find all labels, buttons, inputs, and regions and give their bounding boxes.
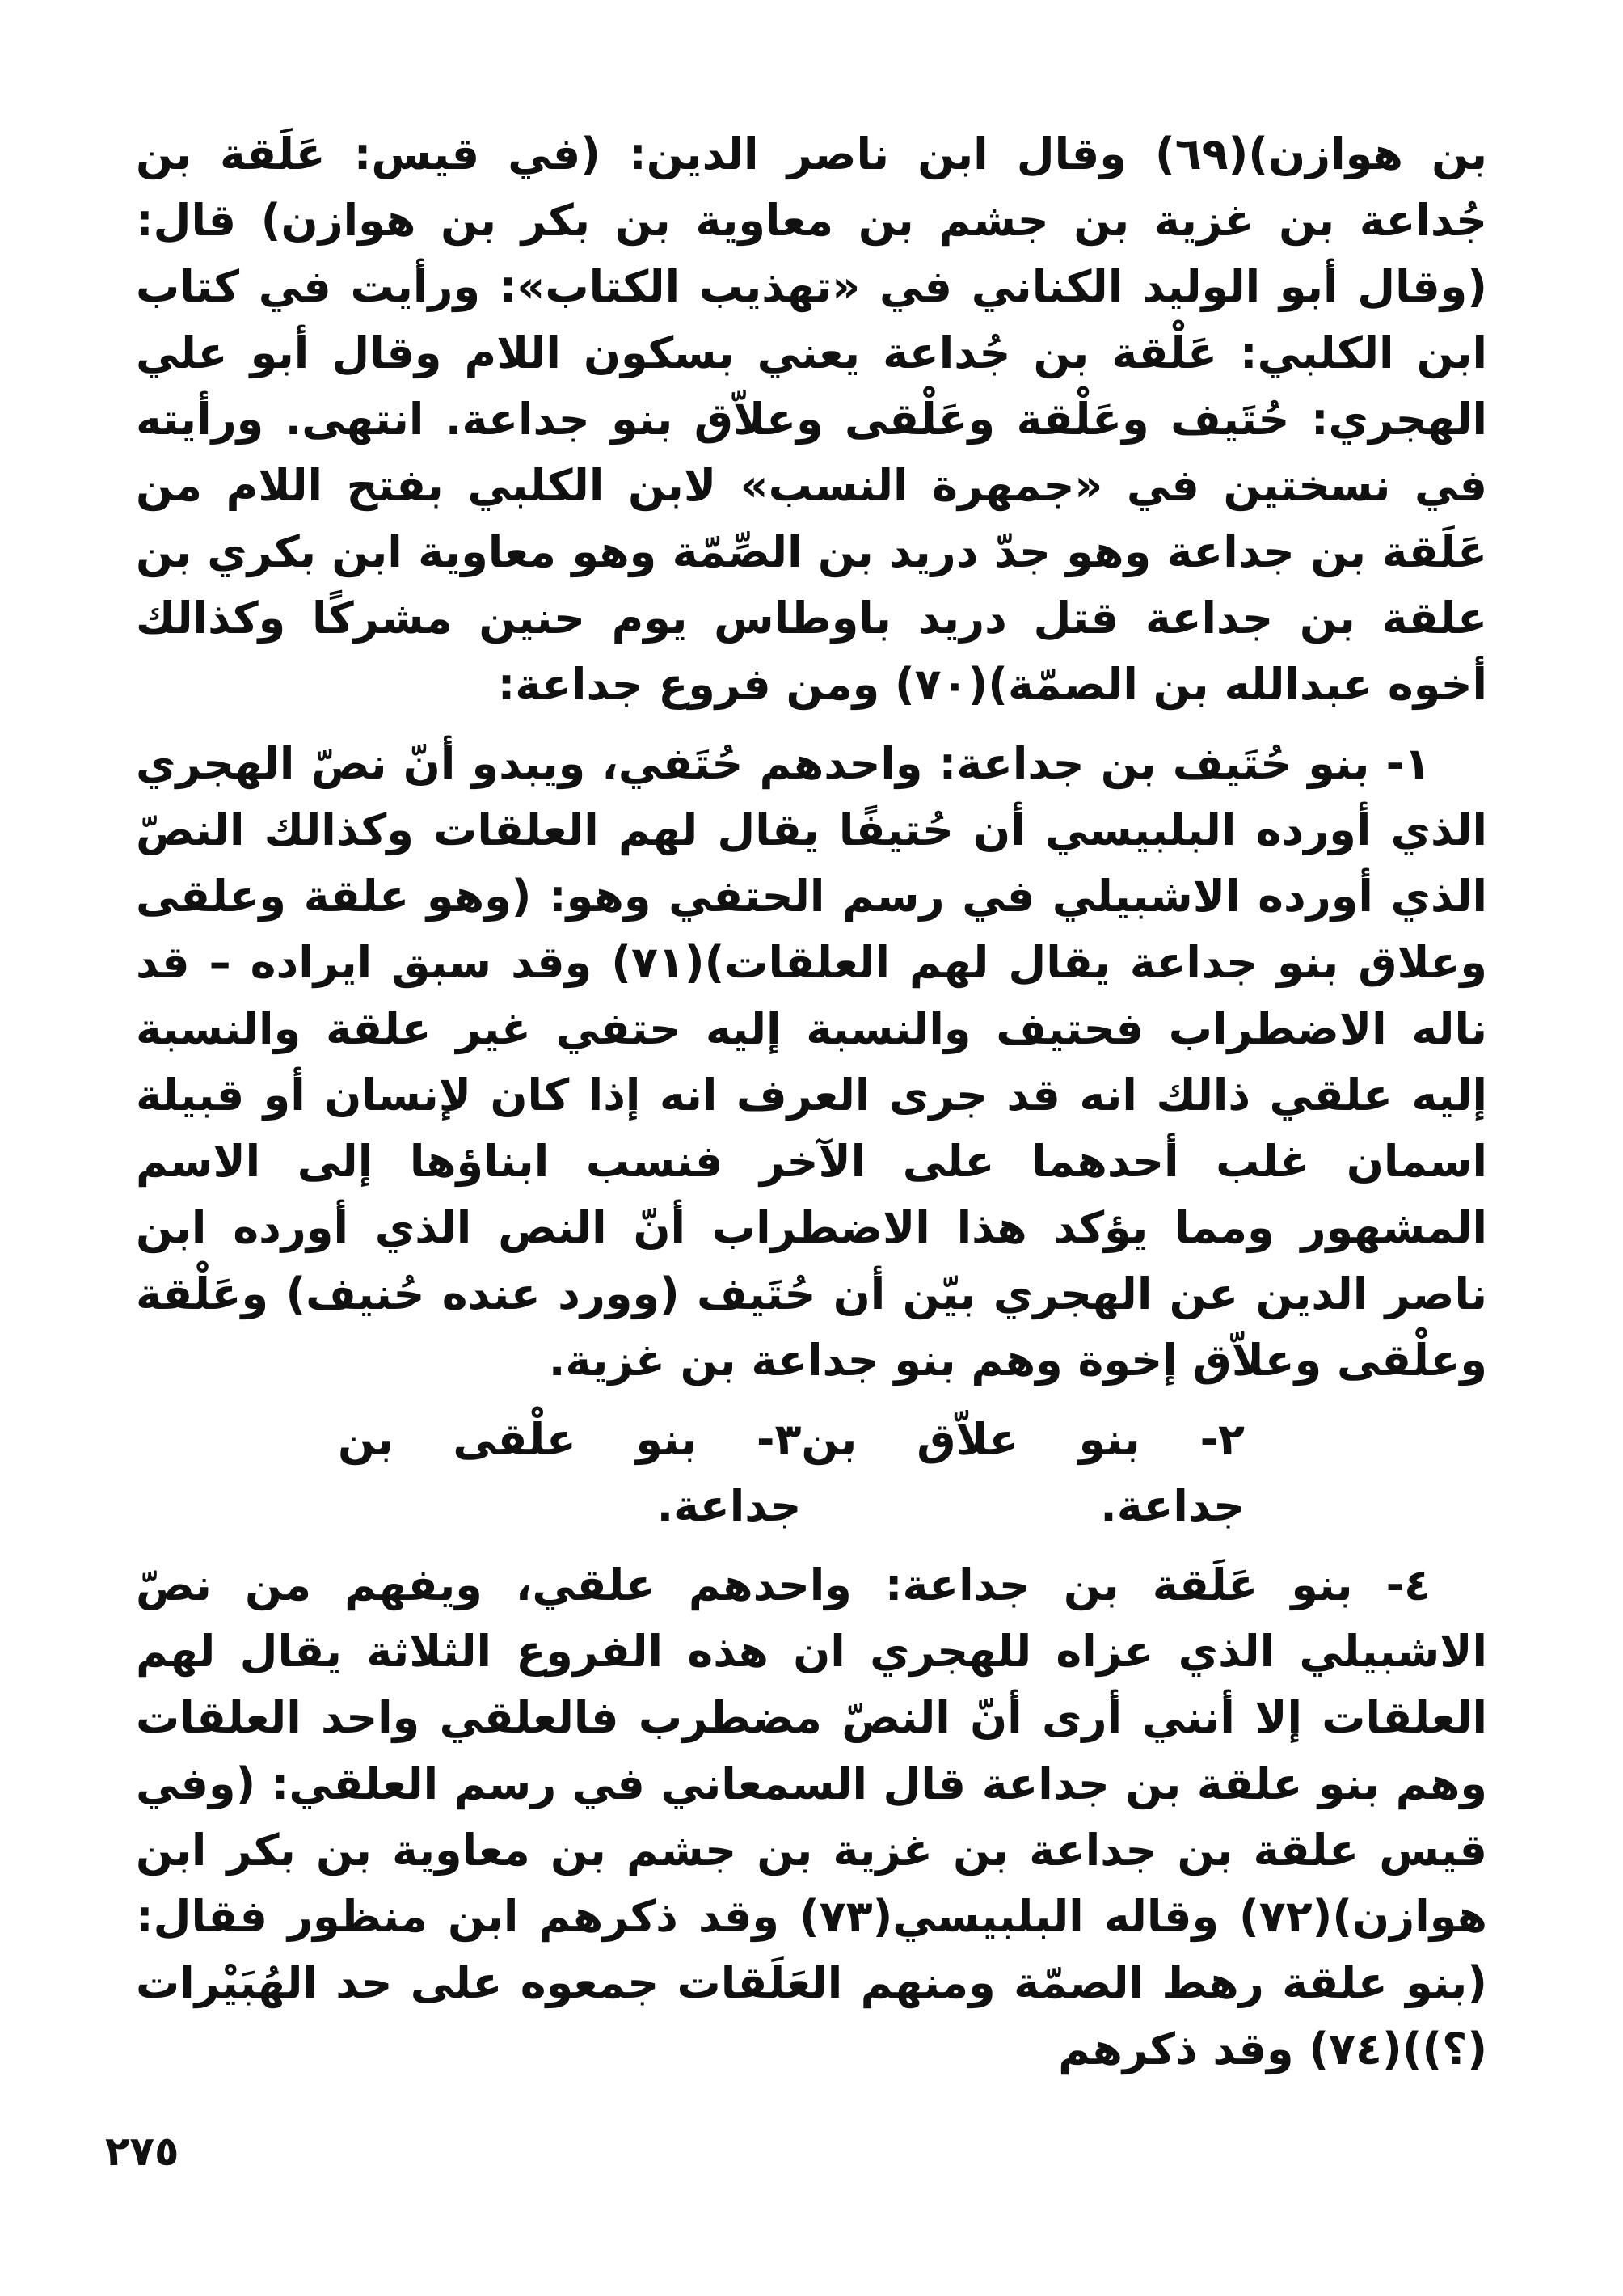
paragraph-1: بن هوازن)(٦٩) وقال ابن ناصر الدين: (في قيس: عَلَقة بن جُداعة بن غزية بن جشم بن معاوية بن بكر بن هوازن) قال: (وقال أبو الوليد الكناني في «تهذيب الكتاب»: ورأيت في كتاب ابن الكلبي: عَلْقة بن جُداعة يعني بسكون اللام وقال أبو علي الهجري: حُتَيف وعَلْقة وعَلْقى وعلاّق بنو جداعة. انتهى. ورأيته في نسختين في «جمهرة النسب» لابن الكلبي بفتح اللام من عَلَقة بن جداعة وهو جدّ دريد بن الصِّمّة وهو معاوية ابن بكري بن علقة بن جداعة قتل دريد باوطاس يوم حنين مشركًا وكذالك أخوه عبدالله بن الصمّة)(٧٠) ومن فروع جداعة:	[136, 129, 1487, 710]
list-items-row	[136, 1407, 1487, 1539]
page-number: ٢٧٥	[105, 2128, 179, 2175]
list-item-3: ٣- بنو علْقى بن جداعة.	[338, 1414, 802, 1531]
paragraph-4: ٤- بنو عَلَقة بن جداعة: واحدهم علقي، ويفهم من نصّ الاشبيلي الذي عزاه للهجري ان هذه الفروع الثلاثة يقال لهم العلقات إلا أنني أرى أنّ النصّ مضطرب فالعلقي واحد العلقات وهم بنو علقة بن جداعة قال السمعاني في رسم العلقي: (وفي قيس علقة بن جداعة بن غزية بن جشم بن معاوية بن بكر ابن هوازن)(٧٢) وقاله البلبيسي(٧٣) وقد ذكرهم ابن منظور فقال: (بنو علقة رهط الصمّة ومنهم العَلَقات جمعوه على حد الهُبَيْرات (؟))(٧٤) وقد ذكرهم	[136, 1560, 1487, 2074]
paragraph-2: ١- بنو حُتَيف بن جداعة: واحدهم حُتَفي، ويبدو أنّ نصّ الهجري الذي أورده البلبيسي أن حُتيفًا يقال لهم العلقات وكذالك النصّ الذي أورده الاشبيلي في رسم الحتفي وهو: (وهو علقة وعلقى وعلاق بنو جداعة يقال لهم العلقات)(٧١) وقد سبق ايراده – قد ناله الاضطراب فحتيف والنسبة إليه حتفي غير علقة والنسبة إليه علقي ذالك انه قد جرى العرف انه إذا كان لإنسان أو قبيلة اسمان غلب أحدهما على الآخر فنسب ابناؤها إلى الاسم المشهور ومما يؤكد هذا الاضطراب أنّ النص الذي أورده ابن ناصر الدين عن الهجري بيّن أن حُتَيف (وورد عنده حُنيف) وعَلْقة وعلْقى وعلاّق إخوة وهم بنو جداعة بن غزية.	[136, 738, 1487, 1386]
body-text	[136, 121, 1487, 2083]
list-item-2: ٢- بنو علاّق بن جداعة.	[801, 1414, 1245, 1531]
